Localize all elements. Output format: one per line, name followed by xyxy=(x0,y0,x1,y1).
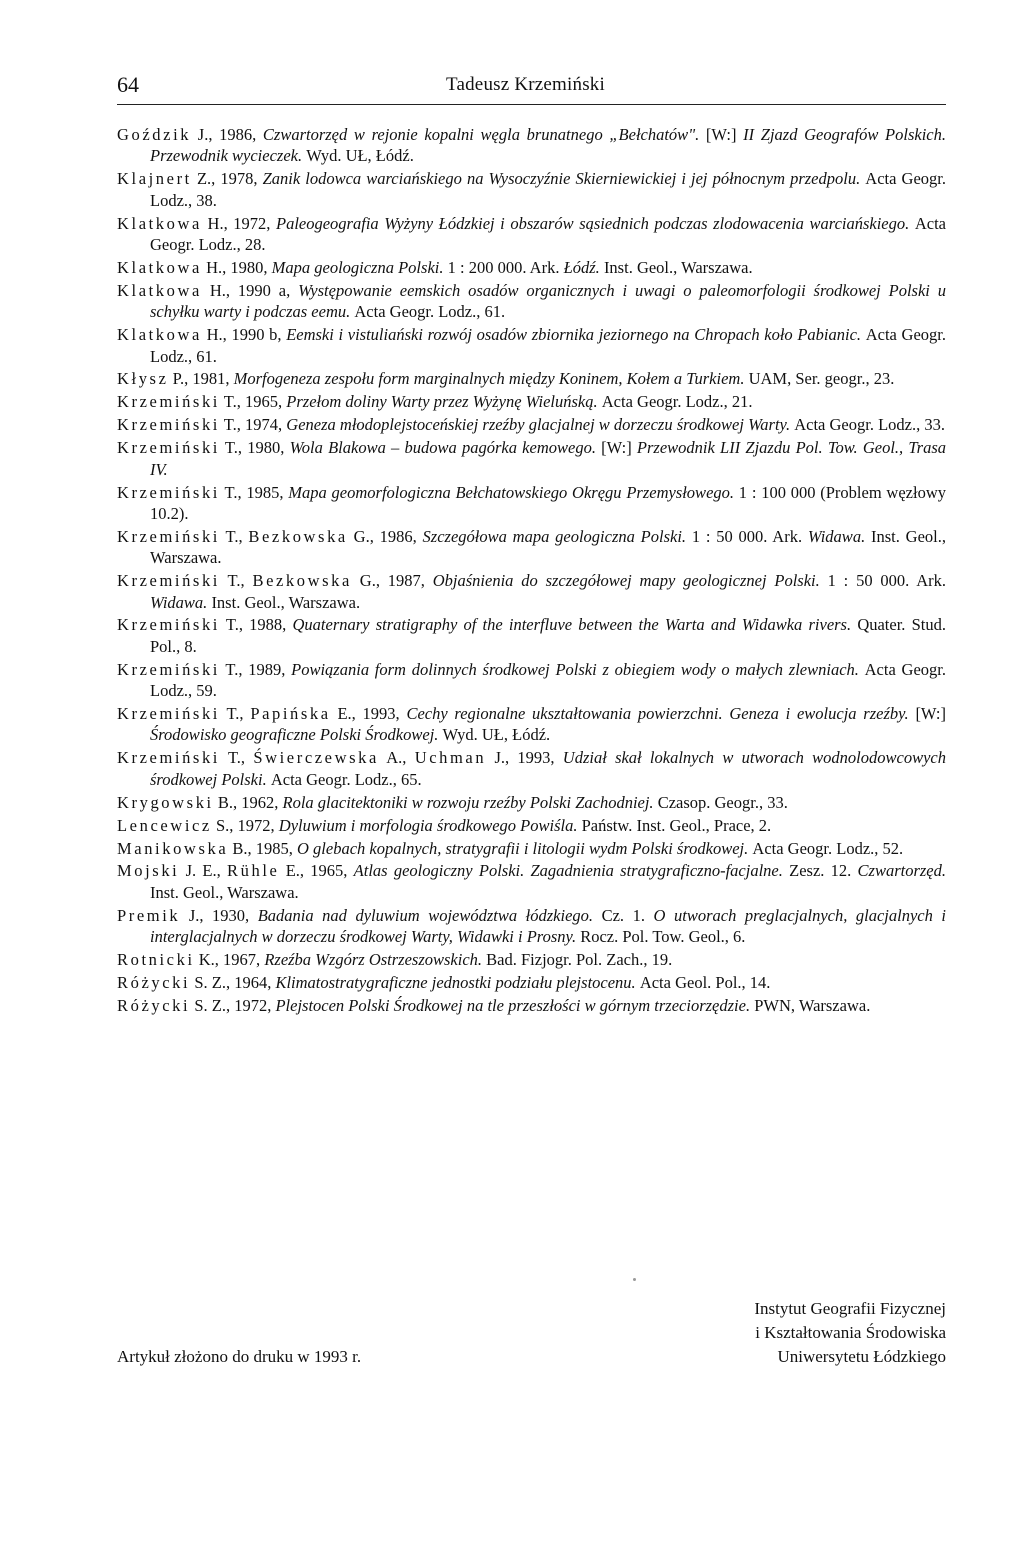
reference-author-initials: H., 1990 a, xyxy=(201,280,299,300)
reference-title: Plejstocen Polski Środkowej na tle przeszłości w górnym trzeciorzędzie. xyxy=(275,995,755,1015)
reference-author: Klatkowa xyxy=(117,280,202,300)
reference-title: Paleogeografia Wyżyny Łódzkiej i obszarów sąsiednich podczas zlodowacenia warciańskiego. xyxy=(276,213,915,233)
reference-source: Inst. Geol., Warszawa. xyxy=(150,526,946,568)
reference-source: Wyd. UŁ, Łódź. xyxy=(442,725,551,745)
reference-author-initials: T., xyxy=(219,571,253,591)
page-number: 64 xyxy=(117,72,139,97)
reference-entry xyxy=(117,838,946,859)
reference-source: Quater. Stud. Pol., 8. xyxy=(150,615,947,656)
reference-author: Krzemiński xyxy=(117,748,220,768)
affiliation-block xyxy=(660,1297,946,1369)
reference-source: [W:] xyxy=(601,438,637,458)
reference-source: Czasop. Geogr., 33. xyxy=(657,792,788,812)
reference-title: Geneza młodoplejstoceńskiej rzeźby glacjalnej w dorzeczu środkowej Warty. xyxy=(286,415,795,435)
reference-source: Acta Geogr. Lodz., 52. xyxy=(752,838,904,858)
reference-title: Wola Blakowa – budowa pagórka kemowego. xyxy=(289,438,602,458)
reference-author: Bezkowska xyxy=(252,571,352,591)
reference-entry xyxy=(117,213,946,256)
reference-author-initials: J. E., xyxy=(179,861,228,881)
reference-author-initials: J., 1930, xyxy=(180,905,258,925)
reference-author-initials: T., xyxy=(219,748,254,768)
reference-author: Klatkowa xyxy=(117,213,202,233)
reference-title: Środowisko geograficzne Polski Środkowej. xyxy=(150,725,443,745)
reference-author-initials: S., 1972, xyxy=(211,815,279,835)
reference-entry xyxy=(117,257,946,278)
reference-title: Badania nad dyluwium województwa łódzkiego. xyxy=(257,905,602,925)
reference-author: Krzemiński xyxy=(117,659,220,679)
reference-source: 1 : 100 000 (Problem węzłowy 10.2). xyxy=(150,482,946,523)
reference-source: PWN, Warszawa. xyxy=(754,995,871,1015)
reference-author-initials: E., 1993, xyxy=(330,704,407,724)
reference-entry xyxy=(117,280,946,323)
reference-author-initials: T., xyxy=(219,704,251,724)
reference-source: 1 : 50 000. Ark. xyxy=(691,526,808,546)
reference-entry xyxy=(117,792,946,813)
running-title: Tadeusz Krzemiński xyxy=(446,74,605,95)
reference-author: Rotnicki xyxy=(117,950,195,970)
reference-title: Przewodnik LII Zjazdu Pol. Tow. Geol., Trasa IV. xyxy=(150,438,946,479)
reference-list xyxy=(117,124,946,1018)
reference-title: Zanik lodowca warciańskiego na Wysoczyźnie Skierniewickiej i jej północnym przedpolu. xyxy=(262,169,866,189)
reference-title: Rzeźba Wzgórz Ostrzeszowskich. xyxy=(264,950,487,970)
reference-source: 1 : 200 000. Ark. xyxy=(447,257,564,277)
reference-title: Czwartorzęd w rejonie kopalni węgla brunatnego „Bełchatów". xyxy=(262,125,706,144)
reference-title: Mapa geologiczna Polski. xyxy=(271,257,448,277)
reference-entry xyxy=(117,391,946,412)
reference-title: Eemski i vistuliański rozwój osadów zbiornika jeziornego na Chropach koło Pabianic. xyxy=(286,325,866,345)
reference-source: Bad. Fizjogr. Pol. Zach., 19. xyxy=(486,950,673,970)
reference-title: Czwartorzęd. xyxy=(857,861,947,881)
reference-author-initials: H., 1980, xyxy=(201,257,272,277)
reference-author: Klatkowa xyxy=(117,257,202,277)
reference-author: Krzemiński xyxy=(117,615,220,635)
reference-source: Zesz. 12. xyxy=(789,861,858,881)
reference-author: Kłysz xyxy=(117,369,169,389)
reference-author: Krzemiński xyxy=(117,438,220,458)
reference-title: Przełom doliny Warty przez Wyżynę Wieluńską. xyxy=(286,392,602,412)
reference-title: Atlas geologiczny Polski. Zagadnienia stratygraficzno-facjalne. xyxy=(353,861,790,881)
reference-author: Różycki xyxy=(117,972,191,992)
reference-title: Rola glacitektoniki w rozwoju rzeźby Polski Zachodniej. xyxy=(282,792,658,812)
reference-source: Acta Geogr. Lodz., 33. xyxy=(794,415,945,435)
reference-source: Acta Geogr. Lodz., 21. xyxy=(601,392,753,412)
reference-title: Udział skał lokalnych w utworach wodnolodowcowych środkowej Polski. xyxy=(150,748,947,789)
reference-source: 1 : 50 000. Ark. xyxy=(827,571,946,591)
reference-author: Goździk xyxy=(117,125,192,144)
reference-title: Mapa geomorfologiczna Bełchatowskiego Okręgu Przemysłowego. xyxy=(288,482,739,502)
reference-source: Rocz. Pol. Tow. Geol., 6. xyxy=(580,927,746,947)
reference-author: Premik xyxy=(117,905,181,925)
reference-entry xyxy=(117,860,946,903)
reference-entry xyxy=(117,437,946,480)
reference-author-initials: A., xyxy=(378,748,415,768)
affiliation-line: Instytut Geografii Fizycznej xyxy=(754,1299,946,1318)
header-rule xyxy=(117,104,946,105)
reference-source: [W:] xyxy=(915,704,946,724)
reference-author: Krzemiński xyxy=(117,482,220,502)
reference-title: O utworach preglacjalnych, glacjalnych i interglacjalnych w dorzeczu środkowej Warty, Widawki i Prosny. xyxy=(150,905,946,947)
affiliation-line: i Kształtowania Środowiska xyxy=(755,1323,946,1342)
reference-author: Papińska xyxy=(250,704,331,724)
reference-author: Krzemiński xyxy=(117,392,220,412)
reference-author: Krzemiński xyxy=(117,526,220,546)
reference-source: UAM, Ser. geogr., 23. xyxy=(748,369,895,389)
reference-author: Manikowska xyxy=(117,838,229,858)
reference-source: Acta Geol. Pol., 14. xyxy=(639,972,771,992)
reference-author-initials: H., 1990 b, xyxy=(201,325,287,345)
reference-source: Cz. 1. xyxy=(601,905,654,925)
reference-author: Lencewicz xyxy=(117,815,212,835)
reference-title: Klimatostratygraficzne jednostki podziału plejstocenu. xyxy=(275,972,640,992)
reference-entry xyxy=(117,703,946,746)
reference-title: Morfogeneza zespołu form marginalnych między Koninem, Kołem a Turkiem. xyxy=(233,369,749,389)
reference-entry xyxy=(117,815,946,836)
reference-title: Dyluwium i morfologia środkowego Powiśla. xyxy=(278,815,582,835)
reference-entry xyxy=(117,414,946,435)
reference-source: Acta Geogr. Lodz., 61. xyxy=(354,302,506,322)
reference-title: Objaśnienia do szczegółowej mapy geologicznej Polski. xyxy=(432,571,828,591)
reference-author-initials: G., 1987, xyxy=(351,571,433,591)
reference-title: Quaternary stratigraphy of the interfluve between the Warta and Widawka rivers. xyxy=(292,615,858,635)
reference-source: Inst. Geol., Warszawa. xyxy=(603,257,753,277)
reference-author-initials: B., 1962, xyxy=(213,792,283,812)
reference-author-initials: T., 1985, xyxy=(219,482,289,502)
reference-title: Cechy regionalne ukształtowania powierzchni. Geneza i ewolucja rzeźby. xyxy=(406,704,916,724)
reference-entry xyxy=(117,168,946,211)
reference-author-initials: P., 1981, xyxy=(168,369,234,389)
reference-author: Krzemiński xyxy=(117,704,220,724)
reference-source: Acta Geogr. Lodz., 65. xyxy=(270,769,422,789)
scan-speck xyxy=(633,1278,636,1281)
reference-entry xyxy=(117,995,946,1016)
reference-author: Bezkowska xyxy=(248,526,348,546)
reference-title: Widawa. xyxy=(807,526,871,546)
reference-author: Różycki xyxy=(117,995,191,1015)
reference-author-initials: K., 1967, xyxy=(194,950,265,970)
reference-entry xyxy=(117,747,946,790)
reference-title: Powiązania form dolinnych środkowej Polski z obiegiem wody o małych zlewniach. xyxy=(291,659,865,679)
reference-author-initials: B., 1985, xyxy=(228,838,298,858)
reference-author-initials: T., 1989, xyxy=(219,659,292,679)
reference-author-initials: T., 1974, xyxy=(219,415,287,435)
reference-entry xyxy=(117,526,946,569)
reference-author-initials: J., 1993, xyxy=(486,748,563,768)
reference-author: Krygowski xyxy=(117,792,214,812)
reference-entry xyxy=(117,905,946,948)
reference-entry xyxy=(117,949,946,970)
reference-title: Występowanie eemskich osadów organicznych i uwagi o paleomorfologii środkowej Polski u schyłku warty i podczas eemu. xyxy=(150,280,947,322)
reference-author-initials: S. Z., 1972, xyxy=(190,995,276,1015)
reference-source: Acta Geogr. Lodz., 59. xyxy=(150,659,946,701)
reference-entry xyxy=(117,124,946,167)
reference-author-initials: E., 1965, xyxy=(279,861,354,881)
reference-entry xyxy=(117,614,946,657)
reference-author: Krzemiński xyxy=(117,571,220,591)
reference-title: Widawa. xyxy=(150,592,212,612)
reference-source: Inst. Geol., Warszawa. xyxy=(211,592,361,612)
reference-entry xyxy=(117,570,946,613)
reference-title: Łódź. xyxy=(563,257,604,277)
reference-title: O glebach kopalnych, stratygrafii i litologii wydm Polski środkowej. xyxy=(297,838,753,858)
reference-title: II Zjazd Geografów Polskich. Przewodnik wycieczek. xyxy=(150,125,946,166)
reference-source: Acta Geogr. Lodz., 28. xyxy=(150,213,946,255)
reference-entry xyxy=(117,482,946,525)
reference-entry xyxy=(117,324,946,367)
reference-source: Wyd. UŁ, Łódź. xyxy=(306,146,414,166)
page-header xyxy=(117,72,946,102)
reference-source: Inst. Geol., Warszawa. xyxy=(150,882,299,902)
reference-author-initials: J., 1986, xyxy=(191,125,263,144)
reference-entry xyxy=(117,972,946,993)
reference-title: Szczegółowa mapa geologiczna Polski. xyxy=(422,526,692,546)
reference-source: [W:] xyxy=(705,125,744,144)
reference-author: Uchman xyxy=(414,748,487,768)
reference-source: Państw. Inst. Geol., Prace, 2. xyxy=(581,815,772,835)
reference-author-initials: G., 1986, xyxy=(347,526,423,546)
reference-author: Rühle xyxy=(227,861,280,881)
reference-author-initials: T., xyxy=(219,526,249,546)
reference-author: Mojski xyxy=(117,861,180,881)
reference-entry xyxy=(117,368,946,389)
reference-author-initials: H., 1972, xyxy=(201,213,276,233)
reference-author-initials: T., 1988, xyxy=(219,615,293,635)
reference-author: Klatkowa xyxy=(117,325,202,345)
reference-author: Krzemiński xyxy=(117,415,220,435)
reference-author: Świerczewska xyxy=(253,748,379,768)
reference-source: Acta Geogr. Lodz., 61. xyxy=(150,325,946,366)
reference-source: Acta Geogr. Lodz., 38. xyxy=(150,169,946,210)
reference-author-initials: T., 1980, xyxy=(219,438,290,458)
reference-author-initials: S. Z., 1964, xyxy=(190,972,276,992)
submission-note: Artykuł złożono do druku w 1993 r. xyxy=(117,1347,362,1366)
affiliation-line: Uniwersytetu Łódzkiego xyxy=(777,1347,946,1366)
reference-author-initials: T., 1965, xyxy=(219,392,287,412)
reference-author: Klajnert xyxy=(117,169,192,189)
reference-entry xyxy=(117,659,946,702)
reference-author-initials: Z., 1978, xyxy=(191,169,263,189)
